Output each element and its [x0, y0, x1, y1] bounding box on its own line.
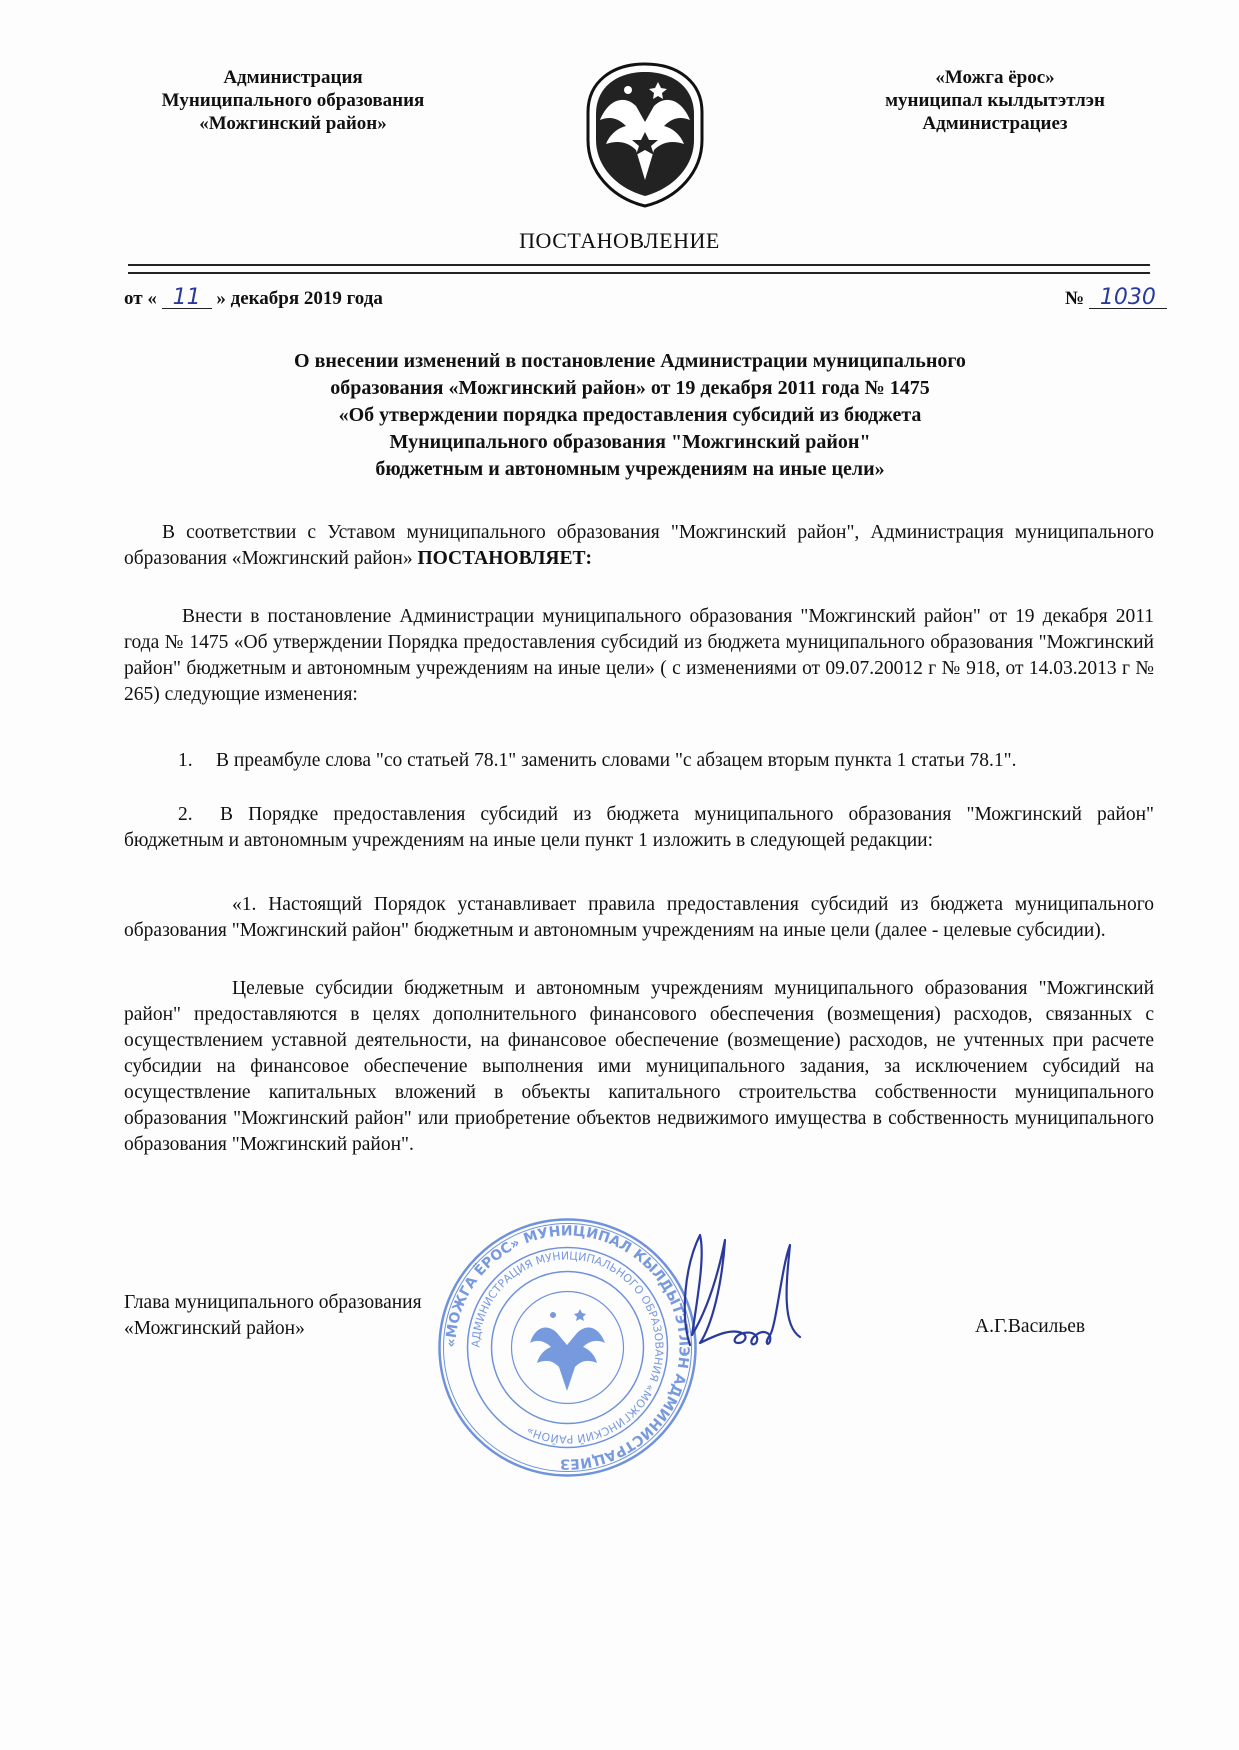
number-prefix: № [1065, 288, 1085, 309]
header-right-line: Администрациез [922, 113, 1068, 134]
header-right-line: муниципал кылдытэтлэн [885, 90, 1105, 111]
header-left-ru [118, 66, 468, 135]
double-rule-divider [128, 264, 1150, 274]
list-item-number: 1. [178, 750, 193, 771]
list-item-text: В Порядке предоставления субсидий из бюджета муниципального образования "Можгинский район" бюджетным и автономным учреждениям на иные цели пункт 1 изложить в следующей редакции: [124, 804, 1154, 851]
signatory-position [124, 1290, 422, 1342]
udmurt-coat-of-arms-emblem [580, 60, 710, 210]
title-line: Муниципального образования "Можгинский район" [389, 431, 871, 453]
document-type-heading: ПОСТАНОВЛЕНИЕ [519, 228, 720, 253]
number-value-handwritten: 1030 [1089, 288, 1167, 309]
title-line: О внесении изменений в постановление Администрации муниципального [294, 350, 966, 372]
date-suffix: » декабря 2019 года [216, 288, 383, 309]
target-subsidies-paragraph: Целевые субсидии бюджетным и автономным учреждениям муниципального образования "Можгинский район" предоставляются в целях дополнительного финансового обеспечения (возмещения) расходов, связанных с осуществлением уставной деятельности, на финансовое обеспечение (возмещение) расходов, не учтенных при расчете субсидии на финансовое обеспечение выполнения ими муниципального задания, за исключением субсидий на осуществление капитальных вложений в объекты капитального строительства собственности муниципального образования "Можгинский район" или приобретение объектов недвижимого имущества в собственность муниципального образования "Можгинский район". [124, 978, 1154, 1155]
document-number [1065, 285, 1167, 310]
list-item-text: В преамбуле слова "со статьей 78.1" заменить словами "с абзацем вторым пункта 1 статьи 78.1". [216, 750, 1017, 771]
document-date [124, 285, 383, 310]
signatory-name: А.Г.Васильев [975, 1316, 1086, 1337]
new-clause-paragraph: «1. Настоящий Порядок устанавливает правила предоставления субсидий из бюджета муниципального образования "Можгинский район" бюджетным и автономным учреждениям на иные цели (далее - целевые субсидии). [124, 894, 1154, 941]
title-line: образования «Можгинский район» от 19 декабря 2011 года № 1475 [330, 377, 930, 399]
document-title [170, 348, 1090, 483]
date-prefix: от « [124, 288, 157, 309]
preamble-text: В соответствии с Уставом муниципального образования "Можгинский район", Администрация муниципального образования «Можгинский район» [124, 522, 1154, 569]
preamble-paragraph [124, 520, 1154, 572]
header-right-line: «Можга ёрос» [935, 67, 1055, 88]
signatory-position-line: «Можгинский район» [124, 1318, 305, 1339]
stamp-outer-text: «МОЖГА ЁРОС» МУНИЦИПАЛ КЫЛДЫТЭТЛЭН АДМИНИСТРАЦИЕЗ [443, 1223, 692, 1472]
date-day-handwritten: 11 [162, 288, 212, 309]
header-right-udm [845, 66, 1145, 135]
signatory-position-line: Глава муниципального образования [124, 1292, 422, 1313]
handwritten-signature [650, 1225, 820, 1375]
list-item [124, 748, 1154, 774]
stamp-inner-text: АДМИНИСТРАЦИЯ МУНИЦИПАЛЬНОГО ОБРАЗОВАНИЯ «МОЖГИНСКИЙ РАЙОН» [469, 1249, 666, 1446]
resolves-keyword: ПОСТАНОВЛЯЕТ: [417, 548, 592, 569]
title-line: бюджетным и автономным учреждениям на иные цели» [375, 458, 885, 480]
header-left-line: Муниципального образования [161, 90, 425, 111]
list-item [124, 802, 1154, 854]
header-left-line: «Можгинский район» [199, 113, 387, 134]
amendment-intro-paragraph: Внести в постановление Администрации муниципального образования "Можгинский район" от 19 декабря 2011 года № 1475 «Об утверждении Порядка предоставления субсидий из бюджета муниципального образования "Можгинский район" бюджетным и автономным учреждениям на иные цели» ( с изменениями от 09.07.20012 г № 918, от 14.03.2013 г № 265) следующие изменения: [124, 606, 1154, 705]
title-line: «Об утверждении порядка предоставления субсидий из бюджета [338, 404, 922, 426]
list-item-number: 2. [178, 804, 193, 825]
header-left-line: Администрация [223, 67, 363, 88]
